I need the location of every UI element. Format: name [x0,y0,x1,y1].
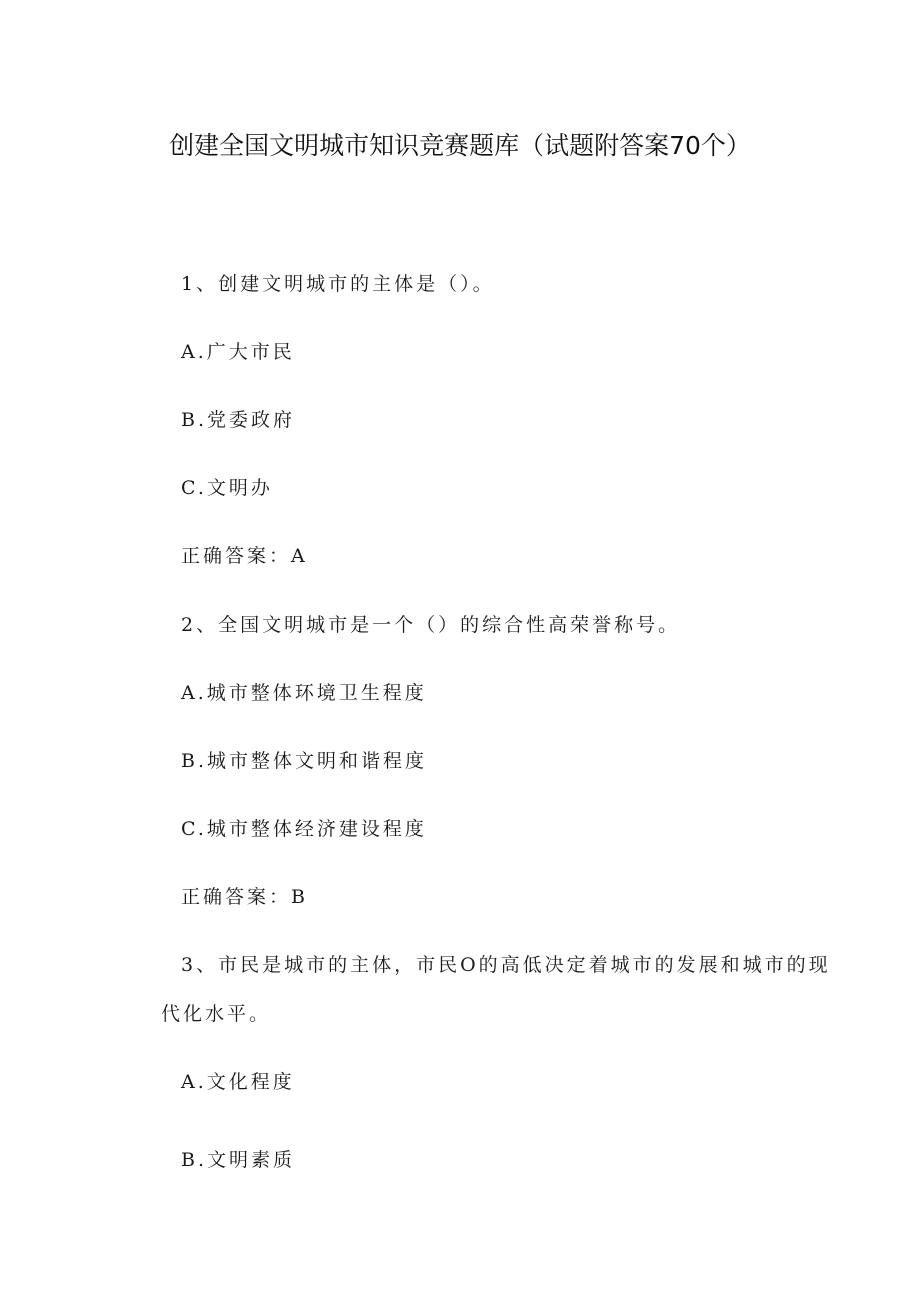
question-3-option-a: A.文化程度 [181,1071,295,1093]
question-1-option-b: B.党委政府 [181,409,296,431]
question-2-answer: 正确答案：B [181,886,308,908]
question-3-text: 3、市民是城市的主体，市民O的高低决定着城市的发展和城市的现 [181,954,831,976]
question-2-text: 2、全国文明城市是一个（）的综合性高荣誉称号。 [181,614,681,636]
question-3-text-continued: 代化水平。 [161,1003,272,1025]
question-3-option-b: B.文明素质 [181,1149,296,1171]
question-1-answer: 正确答案：A [181,545,308,567]
document-title: 创建全国文明城市知识竞赛题库（试题附答案70个） [169,131,751,160]
question-1-option-c: C.文明办 [181,477,273,499]
question-2-option-a: A.城市整体环境卫生程度 [181,682,427,704]
question-1-option-a: A.广大市民 [181,341,295,363]
question-2-option-c: C.城市整体经济建设程度 [181,818,427,840]
question-1-text: 1、创建文明城市的主体是（）。 [181,273,495,295]
question-2-option-b: B.城市整体文明和谐程度 [181,750,428,772]
